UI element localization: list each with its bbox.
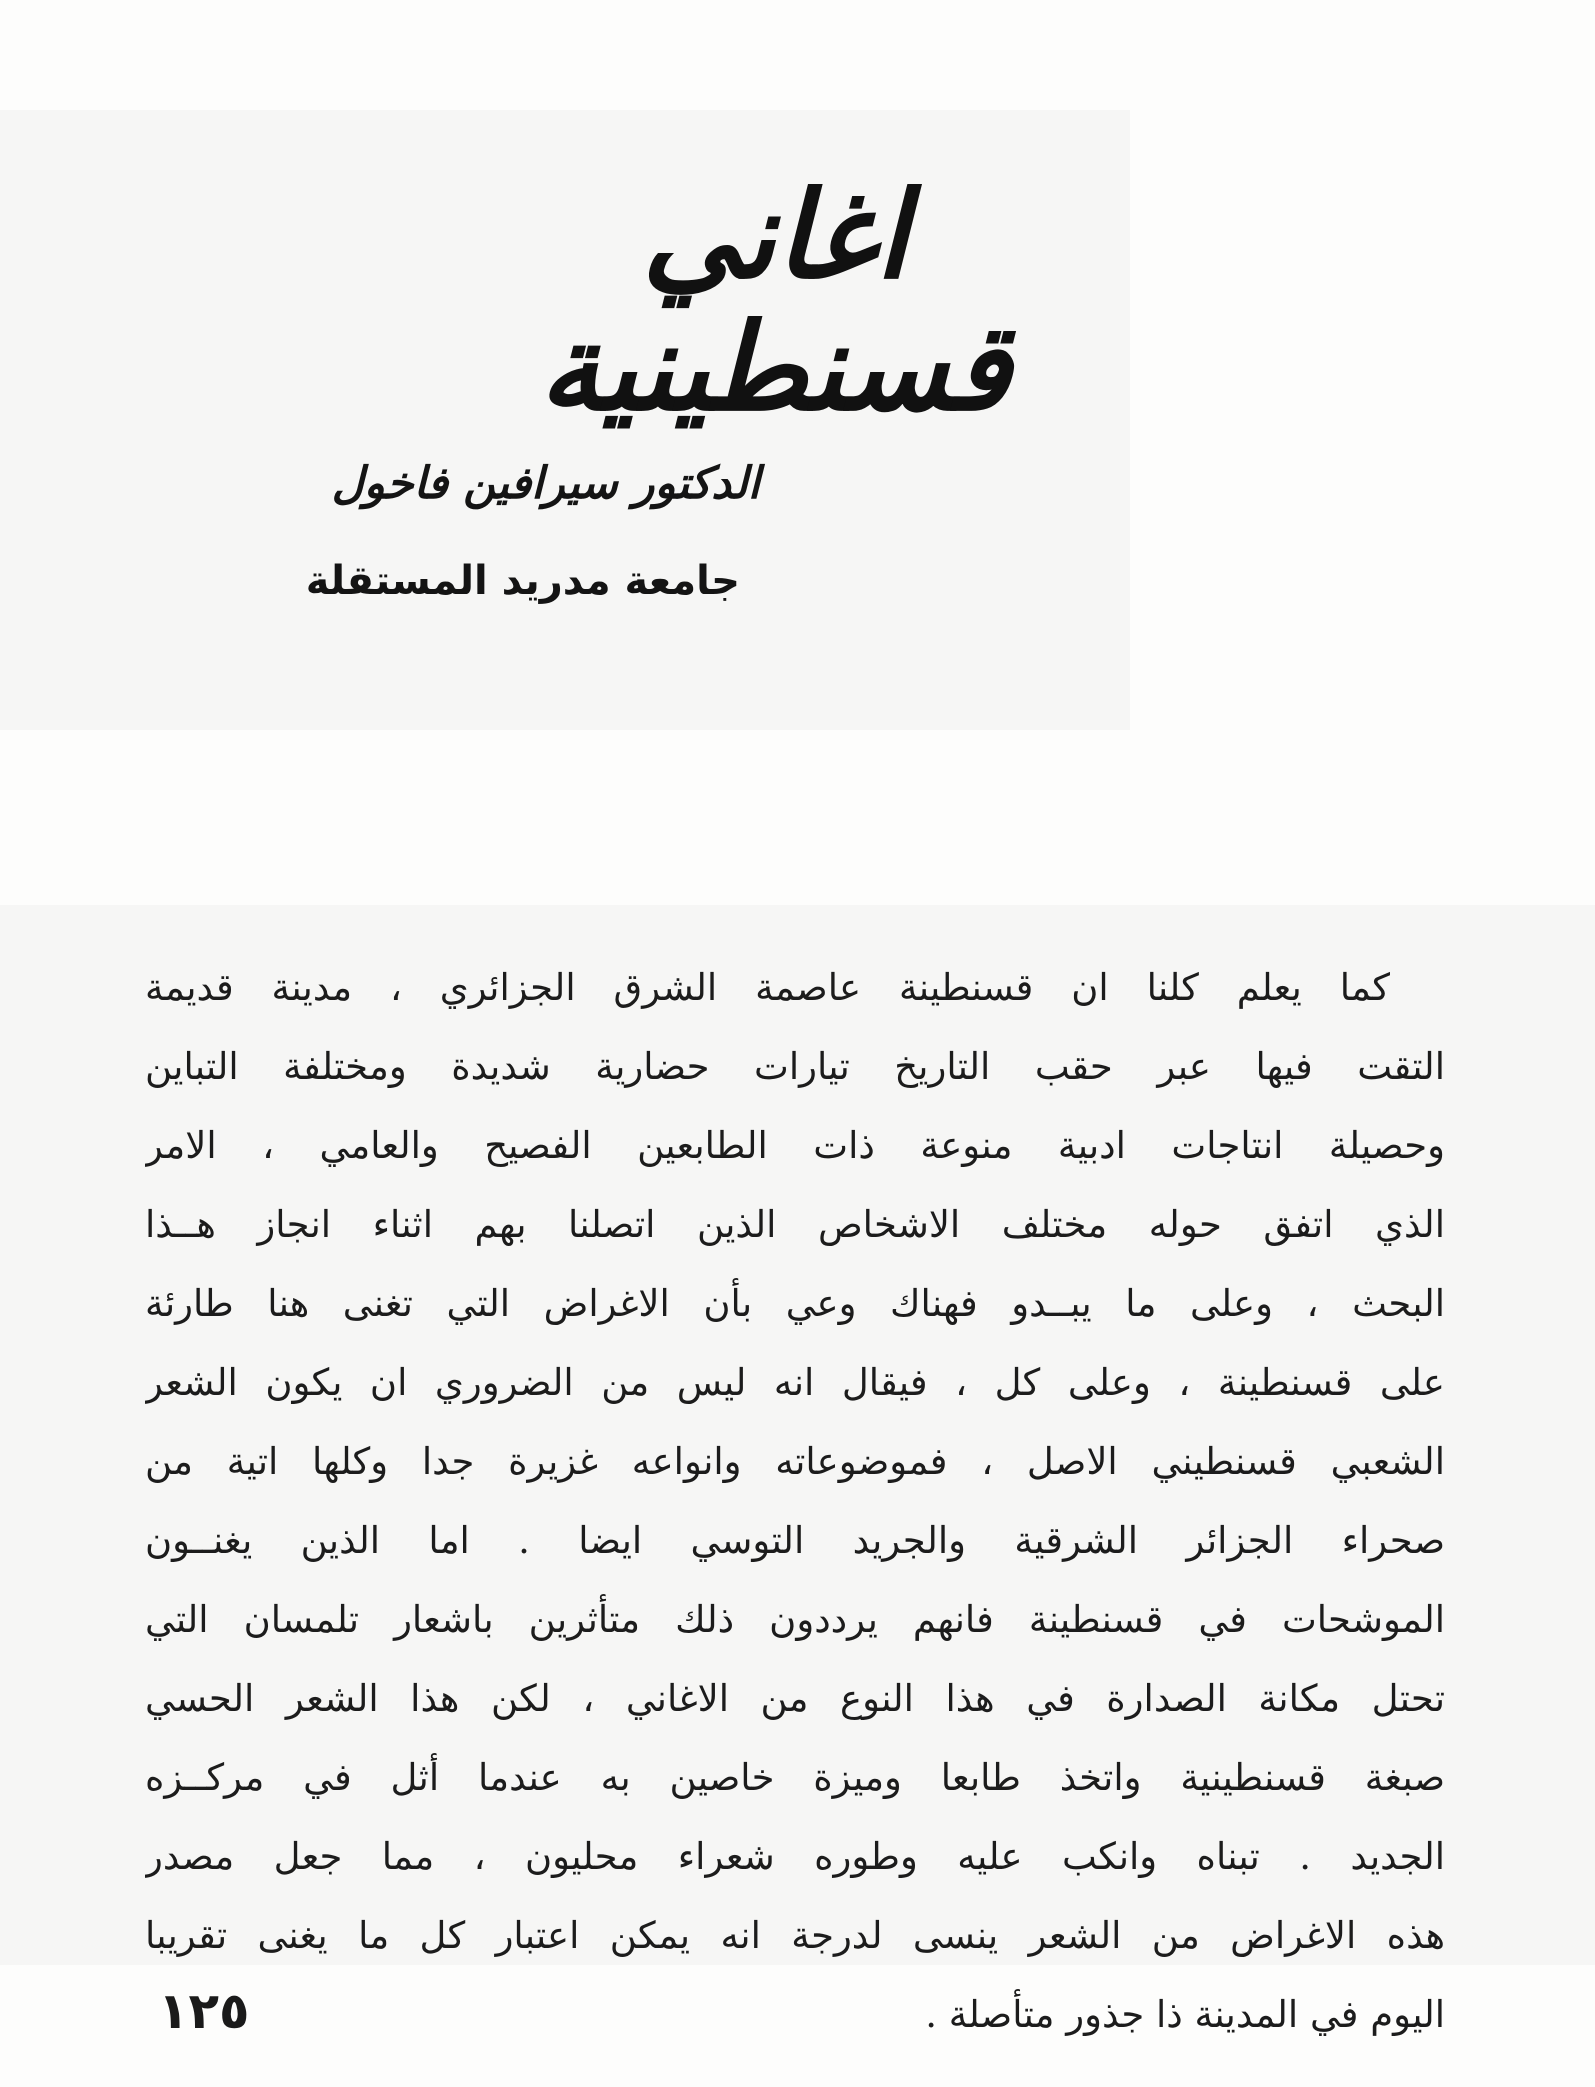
body-line: التقت فيها عبر حقب التاريخ تيارات حضارية شديدة ومختلفة التباين xyxy=(145,1045,1445,1088)
page-number: ١٢٥ xyxy=(158,1982,250,2040)
body-line: اليوم في المدينة ذا جذور متأصلة . xyxy=(925,1993,1445,2036)
body-line: الذي اتفق حوله مختلف الاشخاص الذين اتصلنا بهم اثناء انجاز هــذا xyxy=(145,1203,1445,1246)
author-affiliation: جامعة مدريد المستقلة xyxy=(305,558,740,604)
body-line: تحتل مكانة الصدارة في هذا النوع من الاغاني ، لكن هذا الشعر الحسي xyxy=(145,1677,1445,1720)
body-line: البحث ، وعلى ما يبــدو فهناك وعي بأن الاغراض التي تغنى هنا طارئة xyxy=(145,1282,1445,1325)
body-line: الجديد . تبناه وانكب عليه وطوره شعراء محليون ، مما جعل مصدر xyxy=(145,1835,1445,1878)
body-paragraph xyxy=(145,948,1445,2054)
body-line: الموشحات في قسنطينة فانهم يرددون ذلك متأثرين باشعار تلمسان التي xyxy=(145,1598,1445,1641)
body-line: كما يعلم كلنا ان قسنطينة عاصمة الشرق الجزائري ، مدينة قديمة xyxy=(145,966,1390,1009)
body-line: هذه الاغراض من الشعر ينسى لدرجة انه يمكن اعتبار كل ما يغنى تقريبا xyxy=(145,1914,1445,1957)
body-line: صحراء الجزائر الشرقية والجريد التوسي ايضا . اما الذين يغنــون xyxy=(145,1519,1445,1562)
body-line: صبغة قسنطينية واتخذ طابعا وميزة خاصين به عندما أثل في مركــزه xyxy=(145,1756,1445,1799)
body-line: الشعبي قسنطيني الاصل ، فموضوعاته وانواعه غزيرة جدا وكلها اتية من xyxy=(145,1440,1445,1483)
author-name: الدكتور سيرافين فاخول xyxy=(331,458,760,509)
page-title: اغاني قسنطينية xyxy=(538,165,1012,438)
body-line: وحصيلة انتاجات ادبية منوعة ذات الطابعين الفصيح والعامي ، الامر xyxy=(145,1124,1445,1167)
body-line: على قسنطينة ، وعلى كل ، فيقال انه ليس من الضروري ان يكون الشعر xyxy=(145,1361,1445,1404)
